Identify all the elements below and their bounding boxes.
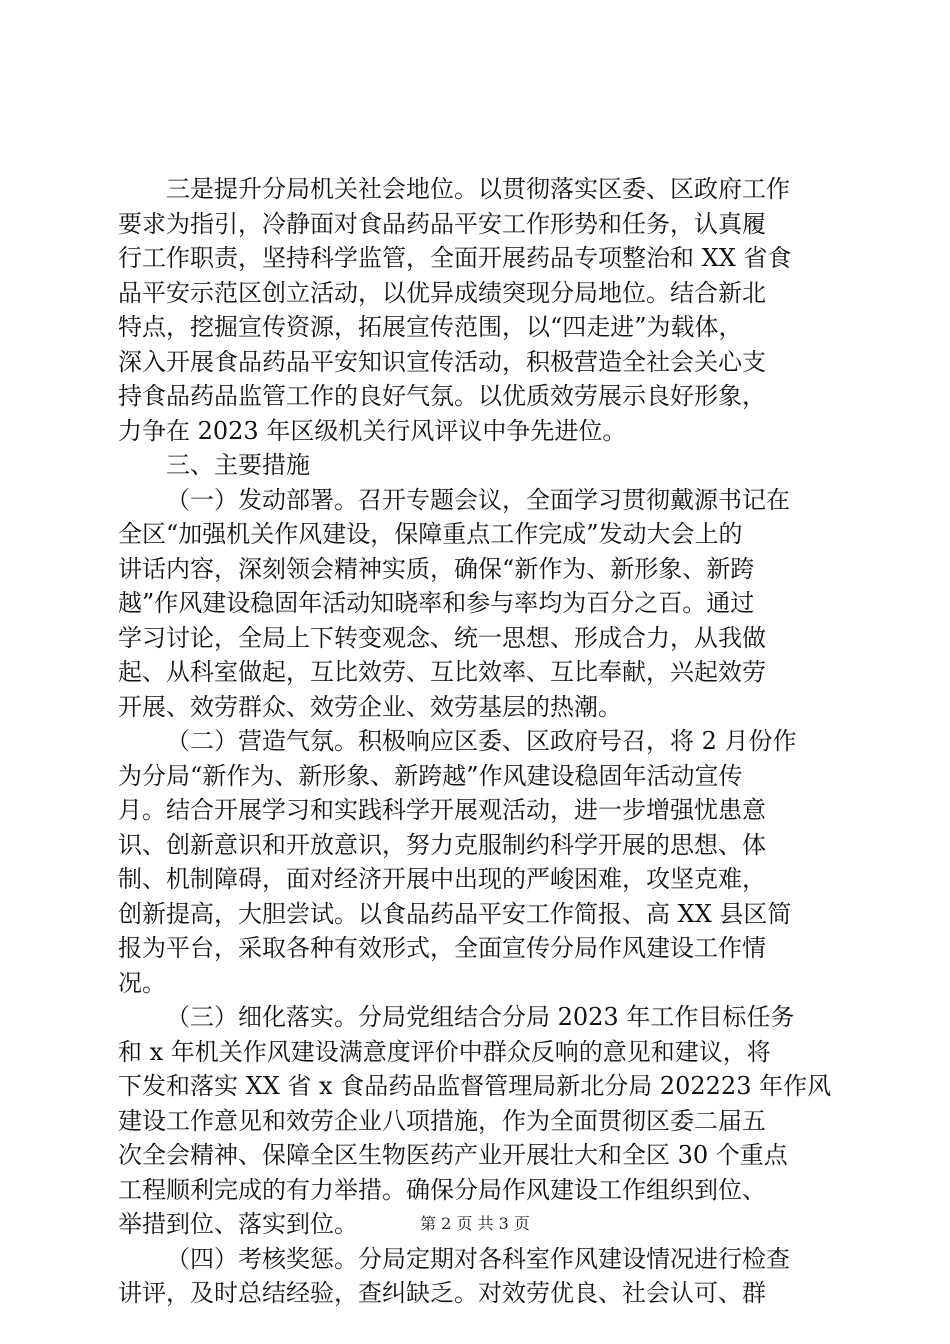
paragraph-line: 越”作风建设稳固年活动知晓率和参与率均为百分之百。通过 [118,589,755,617]
paragraph-line: 况。 [118,968,166,997]
paragraph-line: 三是提升分局机关社会地位。以贯彻落实区委、区政府工作 [166,175,790,203]
paragraph-line: 和 x 年机关作风建设满意度评价中群众反响的意见和建议，将 [118,1037,771,1066]
paragraph-line: 力争在 2023 年区级机关行风评议中争先进位。 [118,416,627,445]
paragraph-line: 下发和落实 XX 省 x 食品药品监督管理局新北分局 202223 年作风 [118,1072,832,1100]
section-heading: 三、主要措施 [166,451,310,479]
paragraph-line: 学习讨论，全局上下转变观念、统一思想、形成合力，从我做 [118,623,766,652]
paragraph-line: 创新提高，大胆尝试。以食品药品平安工作简报、高 XX 县区简 [118,899,792,928]
paragraph-line: 月。结合开展学习和实践科学开展观活动，进一步增强忧患意 [118,796,766,824]
paragraph-line: 深入开展食品药品平安知识宣传活动，积极营造全社会关心支 [118,347,766,376]
paragraph-line: 特点，挖掘宣传资源，拓展宣传范围，以“四走进”为载体， [118,313,743,341]
paragraph-line: 品平安示范区创立活动，以优异成绩突现分局地位。结合新北 [118,278,766,307]
paragraph-line: 工程顺利完成的有力举措。确保分局作风建设工作组织到位、 [118,1175,766,1204]
paragraph-line: 开展、效劳群众、效劳企业、效劳基层的热潮。 [118,692,622,721]
paragraph-line: 建设工作意见和效劳企业八项措施，作为全面贯彻区委二届五 [118,1106,766,1135]
paragraph-line: 起、从科室做起，互比效劳、互比效率、互比奉献，兴起效劳 [118,658,766,686]
document-body [118,172,838,1311]
paragraph-line: （一）发动部署。召开专题会议，全面学习贯彻戴源书记在 [166,485,790,514]
paragraph-line: 为分局“新作为、新形象、新跨越”作风建设稳固年活动宣传 [118,761,743,790]
paragraph-line: 举措到位、落实到位。 [118,1210,358,1238]
paragraph-line: 行工作职责，坚持科学监管，全面开展药品专项整治和 XX 省食 [118,244,792,272]
paragraph-line: 识、创新意识和开放意识，努力克服制约科学开展的思想、体 [118,830,766,859]
paragraph-line: （三）细化落实。分局党组结合分局 2023 年工作目标任务 [166,1003,795,1031]
paragraph-line: 报为平台，采取各种有效形式，全面宣传分局作风建设工作情 [118,934,766,962]
paragraph-line: 要求为指引，冷静面对食品药品平安工作形势和任务，认真履 [118,209,766,238]
paragraph-line: 讲评，及时总结经验，查纠缺乏。对效劳优良、社会认可、群 [118,1279,766,1307]
paragraph-line: 持食品药品监管工作的良好气氛。以优质效劳展示良好形象， [118,382,766,410]
page-number-footer: 第 2 页 共 3 页 [420,1214,530,1233]
paragraph-line: （四）考核奖惩。分局定期对各科室作风建设情况进行检查 [166,1244,790,1273]
paragraph-line: 讲话内容，深刻领会精神实质，确保“新作为、新形象、新跨 [118,554,755,583]
paragraph-line: 制、机制障碍，面对经济开展中出现的严峻困难，攻坚克难， [118,865,766,893]
paragraph-line: 次全会精神、保障全区生物医药产业开展壮大和全区 30 个重点 [118,1141,788,1169]
paragraph-line: 全区“加强机关作风建设，保障重点工作完成”发动大会上的 [118,520,743,548]
paragraph-line: （二）营造气氛。积极响应区委、区政府号召，将 2 月份作 [166,727,797,755]
